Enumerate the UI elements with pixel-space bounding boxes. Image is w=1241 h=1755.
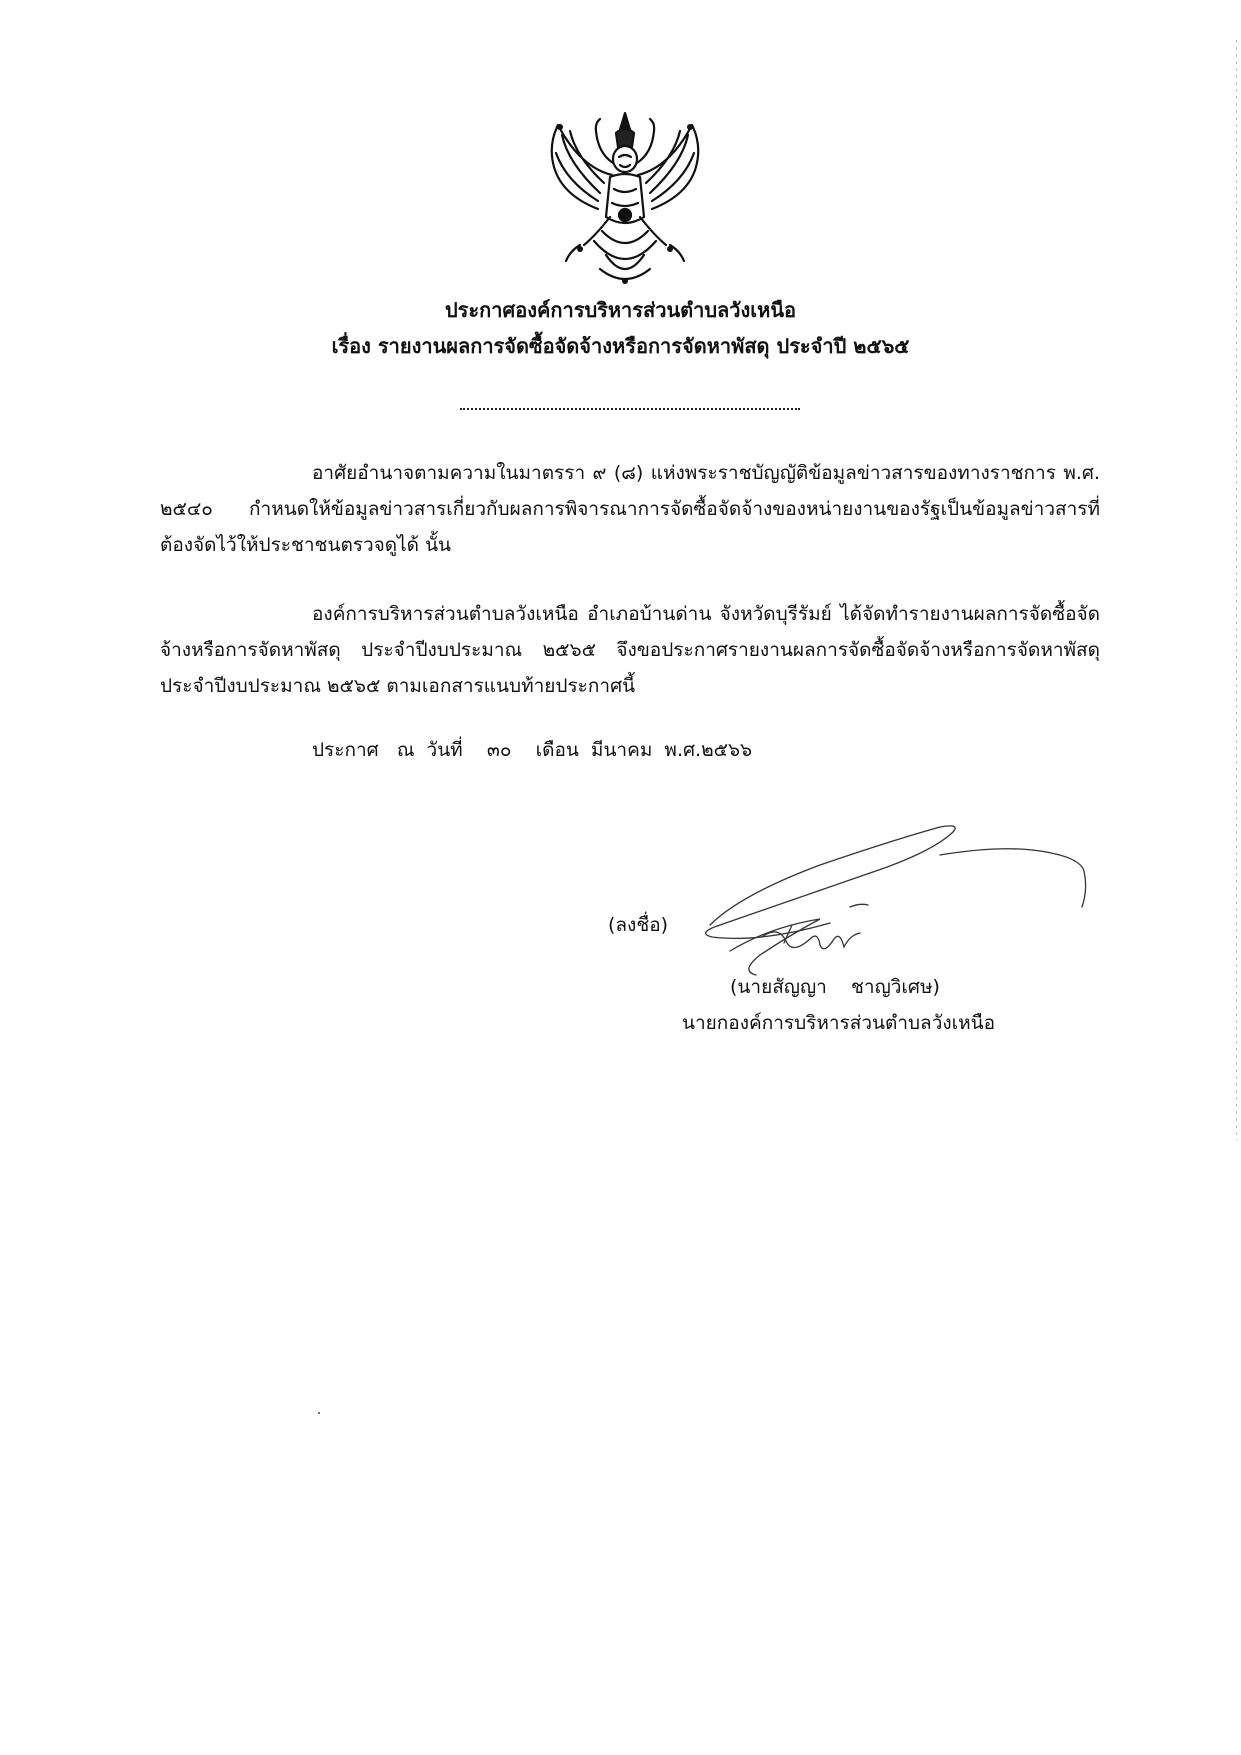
paragraph-report: องค์การบริหารส่วนตำบลวังเหนือ อำเภอบ้านด่าน จังหวัดบุรีรัมย์ ได้จัดทำรายงานผลการจัดซื้อจัดจ้างหรือการจัดหาพัสดุ ประจำปีงบประมาณ ๒๕๖๕ จึงขอประกาศรายงานผลการจัดซื้อจัดจ้างหรือการจัดหาพัสดุ ประจำปีงบประมาณ ๒๕๖๕ ตามเอกสารแนบท้ายประกาศนี้: [160, 603, 1100, 697]
dotted-divider: [460, 408, 800, 412]
garuda-emblem-icon: [540, 105, 710, 290]
announcement-subject: เรื่อง รายงานผลการจัดซื้อจัดจ้างหรือการจัดหาพัสดุ ประจำปี ๒๕๖๕: [331, 334, 910, 358]
paragraph-authority: อาศัยอำนาจตามความในมาตรรา ๙ (๘) แห่งพระราชบัญญัติข้อมูลข่าวสารของทางราชการ พ.ศ. ๒๕๔๐ กำหนดให้ข้อมูลข่าวสารเกี่ยวกับผลการพิจารณาการจัดซื้อจัดจ้างของหน่ายงานของรัฐเป็นข้อมูลข่าวสารที่ต้องจัดไว้ให้ประชาชนตรวจดูได้ นั้น: [160, 462, 1100, 556]
scan-edge-line: [1236, 40, 1237, 1140]
signer-position: นายกองค์การบริหารส่วนตำบลวังเหนือ: [682, 1012, 996, 1034]
signature-label: (ลงชื่อ): [608, 914, 669, 936]
signer-name: (นายสัญญา ชาญวิเศษ): [730, 976, 940, 998]
announcement-date: ประกาศ ณ วันที่ ๓๐ เดือน มีนาคม พ.ศ.๒๕๖๖: [312, 739, 753, 761]
handwritten-signature: [700, 815, 1120, 990]
scan-speck: [318, 1412, 320, 1414]
announcement-title: ประกาศองค์การบริหารส่วนตำบลวังเหนือ: [444, 298, 797, 322]
